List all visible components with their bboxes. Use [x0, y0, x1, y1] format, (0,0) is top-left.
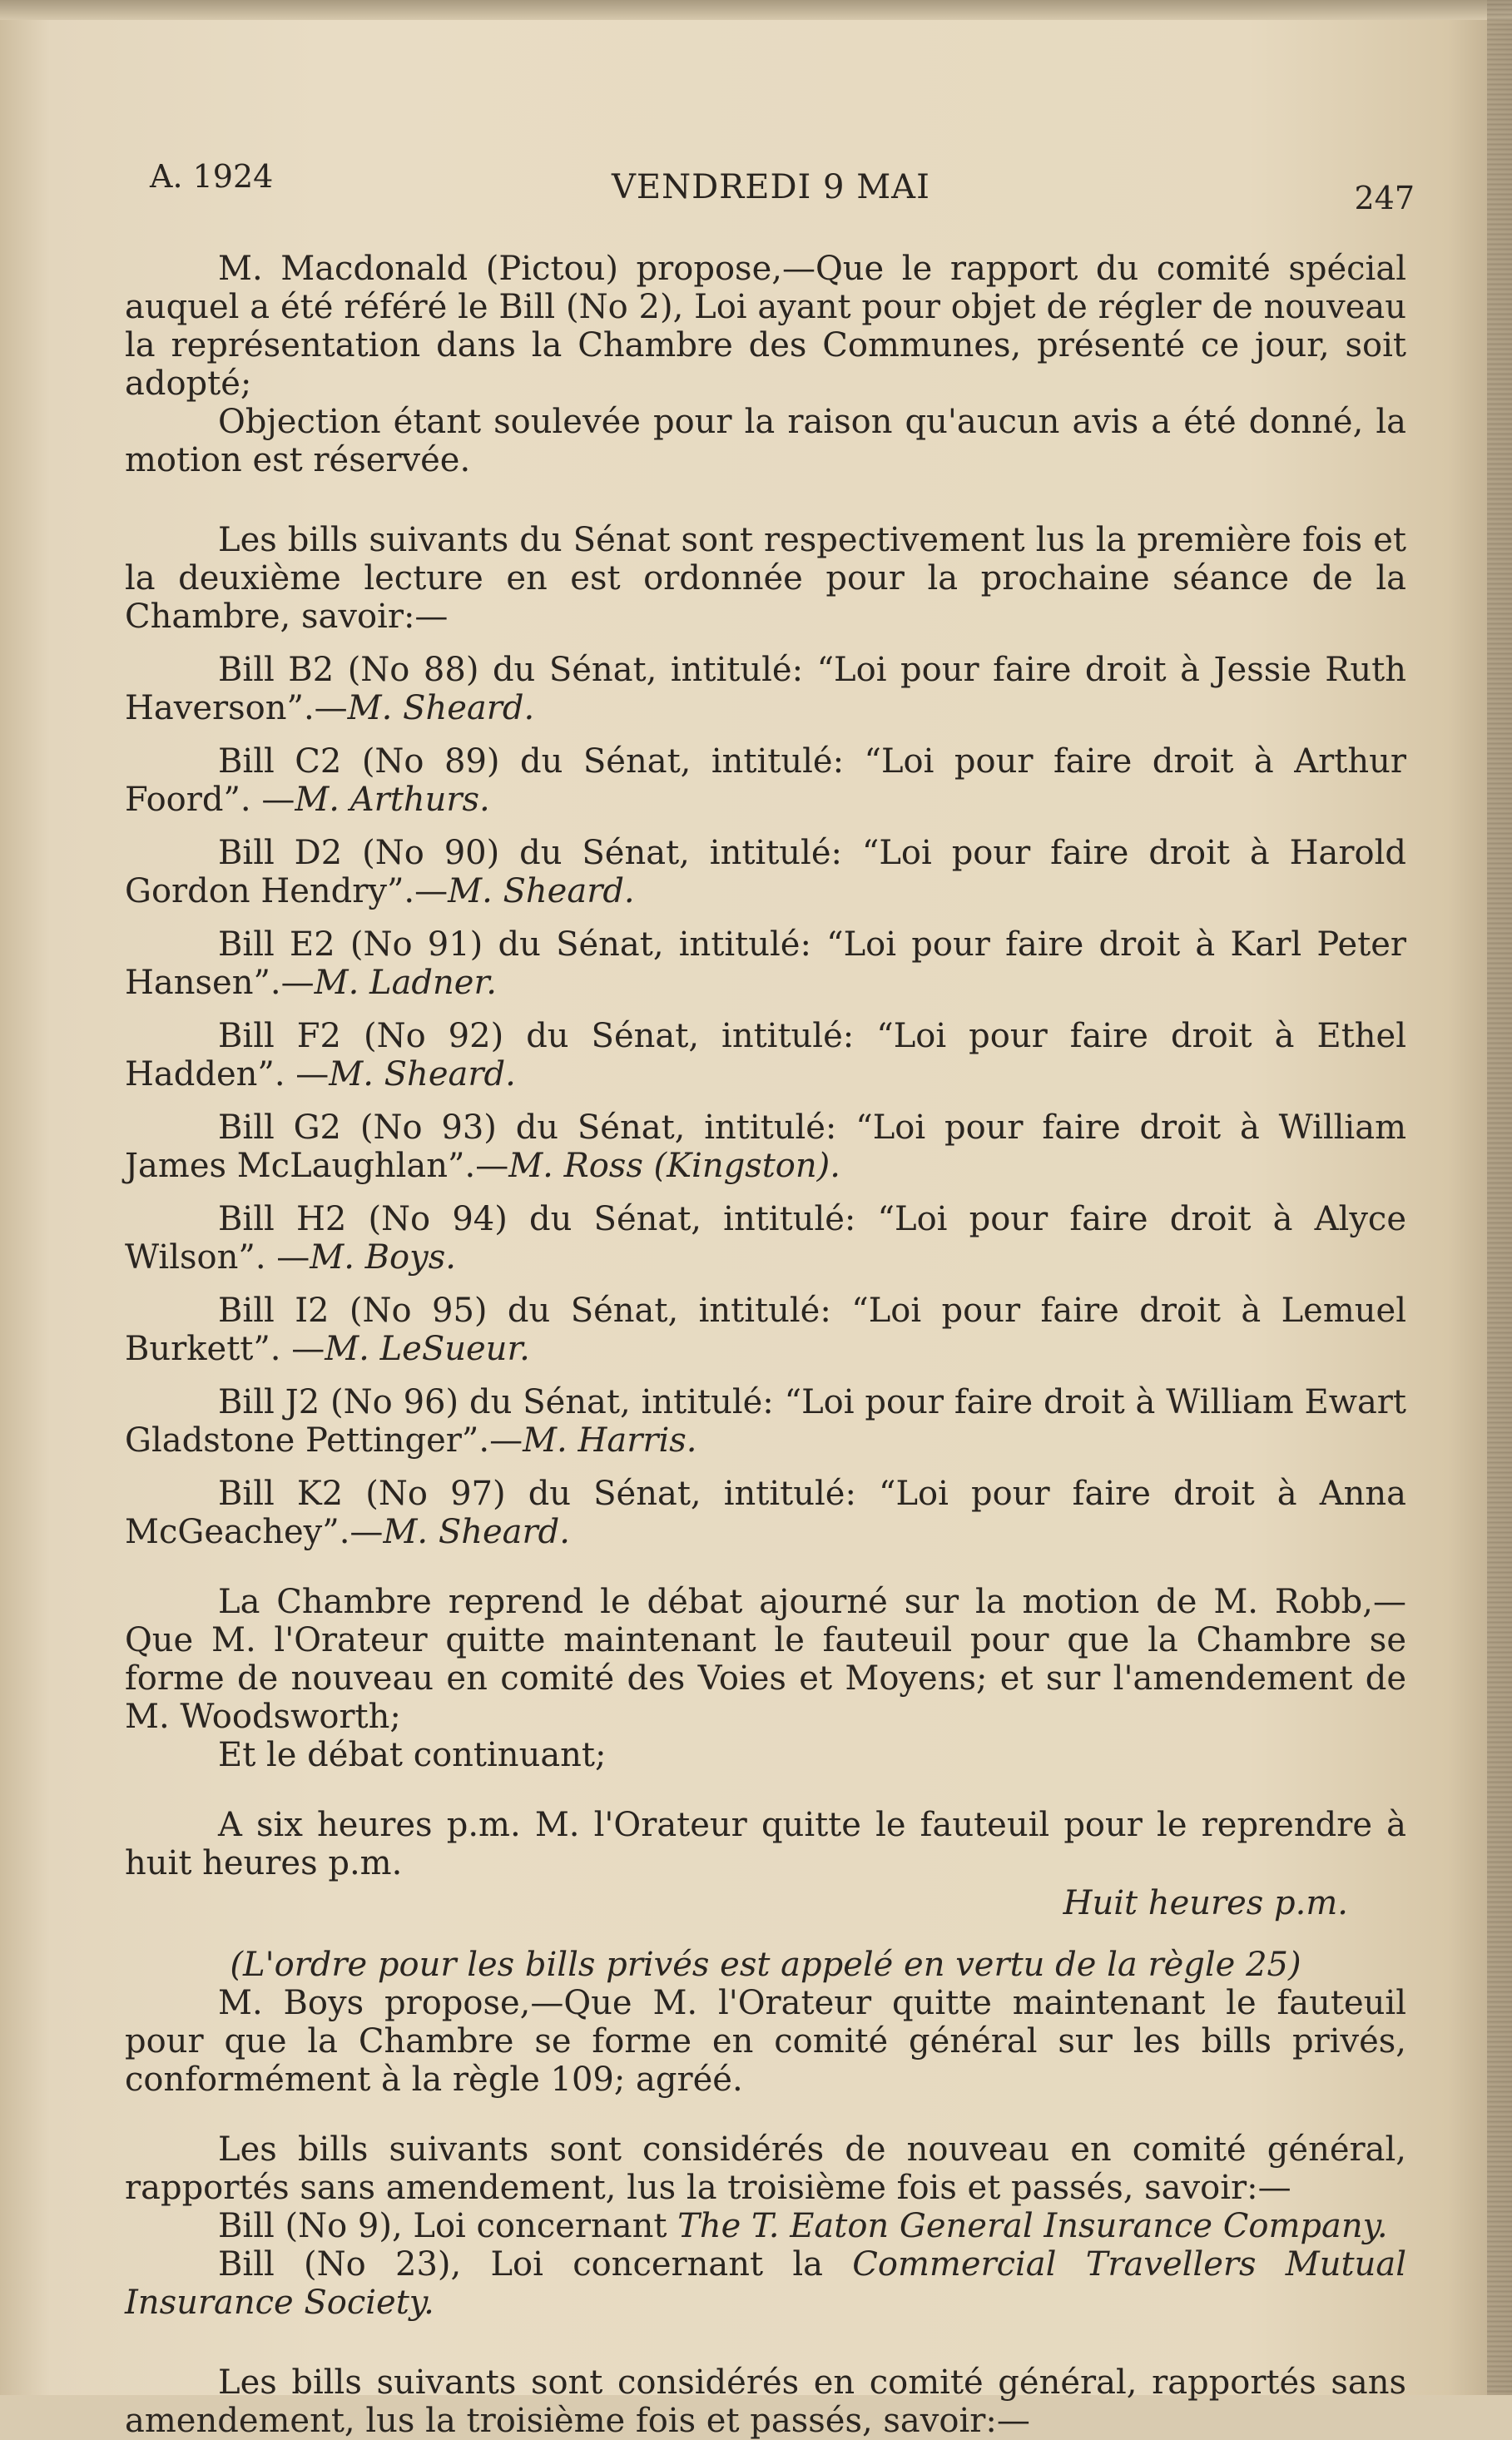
bill-entry: Bill G2 (No 93) du Sénat, intitulé: “Loi pour faire droit à William James McLaughlan”.—M. Ross (Kingston). [125, 1108, 1406, 1185]
bill-entry: Bill K2 (No 97) du Sénat, intitulé: “Loi pour faire droit à Anna McGeachey”.—M. Sheard. [125, 1475, 1406, 1551]
time-heading: Huit heures p.m. [1063, 1884, 1348, 1922]
boys-motion: M. Boys propose,—Que M. l'Orateur quitte maintenant le fauteuil pour que la Chambre se forme en comité général sur les bills privés, conformément à la règle 109; agréé. [125, 1984, 1406, 2099]
considered-intro: Les bills suivants sont considérés en comité général, rapportés sans amendement, lus la troisième fois et passés, savoir:— [125, 2363, 1406, 2440]
bill-entry: Bill C2 (No 89) du Sénat, intitulé: “Loi pour faire droit à Arthur Foord”. —M. Arthurs. [125, 742, 1406, 819]
page-header [150, 158, 1415, 216]
bill-entry: Bill I2 (No 95) du Sénat, intitulé: “Loi pour faire droit à Lemuel Burkett”. —M. LeSueur. [125, 1292, 1406, 1368]
header-date: VENDREDI 9 MAI [612, 168, 930, 206]
journal-body [125, 250, 1406, 2440]
bill-9-entry: Bill (No 9), Loi concernant The T. Eaton General Insurance Company. [218, 2207, 1388, 2245]
debate-continuing: Et le débat continuant; [218, 1736, 607, 1774]
bill-entry: Bill J2 (No 96) du Sénat, intitulé: “Loi pour faire droit à William Ewart Gladstone Pettinger”.—M. Harris. [125, 1383, 1406, 1460]
considered-again-intro: Les bills suivants sont considérés de nouveau en comité général, rapportés sans amendement, lus la troisième fois et passés, savoir:— [125, 2130, 1406, 2207]
top-edge-shadow [0, 0, 1512, 20]
macdonald-motion: M. Macdonald (Pictou) propose,—Que le rapport du comité spécial auquel a été référé le Bill (No 2), Loi ayant pour objet de régler de nouveau la représentation dans la Chambre des Communes, présenté ce jour, soit adopté; [125, 250, 1406, 403]
senate-bills-intro: Les bills suivants du Sénat sont respectivement lus la première fois et la deuxième lecture en est ordonnée pour la prochaine séance de la Chambre, savoir:— [125, 521, 1406, 636]
objection-paragraph: Objection étant soulevée pour la raison qu'aucun avis a été donné, la motion est réservée. [125, 403, 1406, 479]
six-oclock-paragraph: A six heures p.m. M. l'Orateur quitte le fauteuil pour le reprendre à huit heures p.m. [125, 1806, 1406, 1882]
bill-23-entry: Bill (No 23), Loi concernant la Commercial Travellers Mutual Insurance Society. [125, 2245, 1406, 2322]
header-year: A. 1924 [150, 158, 274, 195]
bill-entry: Bill D2 (No 90) du Sénat, intitulé: “Loi pour faire droit à Harold Gordon Hendry”.—M. Sheard. [125, 834, 1406, 910]
order-note: (L'ordre pour les bills privés est appelé en vertu de la règle 25) [230, 1946, 1301, 1984]
page-number: 247 [1354, 180, 1415, 216]
debate-resumed-paragraph: La Chambre reprend le débat ajourné sur la motion de M. Robb,—Que M. l'Orateur quitte maintenant le fauteuil pour que la Chambre se forme de nouveau en comité des Voies et Moyens; et sur l'amendement de M. Woodsworth; [125, 1583, 1406, 1736]
senate-bills-list [125, 651, 1406, 1551]
bill-entry: Bill E2 (No 91) du Sénat, intitulé: “Loi pour faire droit à Karl Peter Hansen”.—M. Ladner. [125, 925, 1406, 1002]
bill-entry: Bill F2 (No 92) du Sénat, intitulé: “Loi pour faire droit à Ethel Hadden”. —M. Sheard. [125, 1017, 1406, 1094]
bill-entry: Bill B2 (No 88) du Sénat, intitulé: “Loi pour faire droit à Jessie Ruth Haverson”.—M. Sheard. [125, 651, 1406, 727]
page-edge-stack [1487, 0, 1512, 2395]
bill-entry: Bill H2 (No 94) du Sénat, intitulé: “Loi pour faire droit à Alyce Wilson”. —M. Boys. [125, 1200, 1406, 1277]
